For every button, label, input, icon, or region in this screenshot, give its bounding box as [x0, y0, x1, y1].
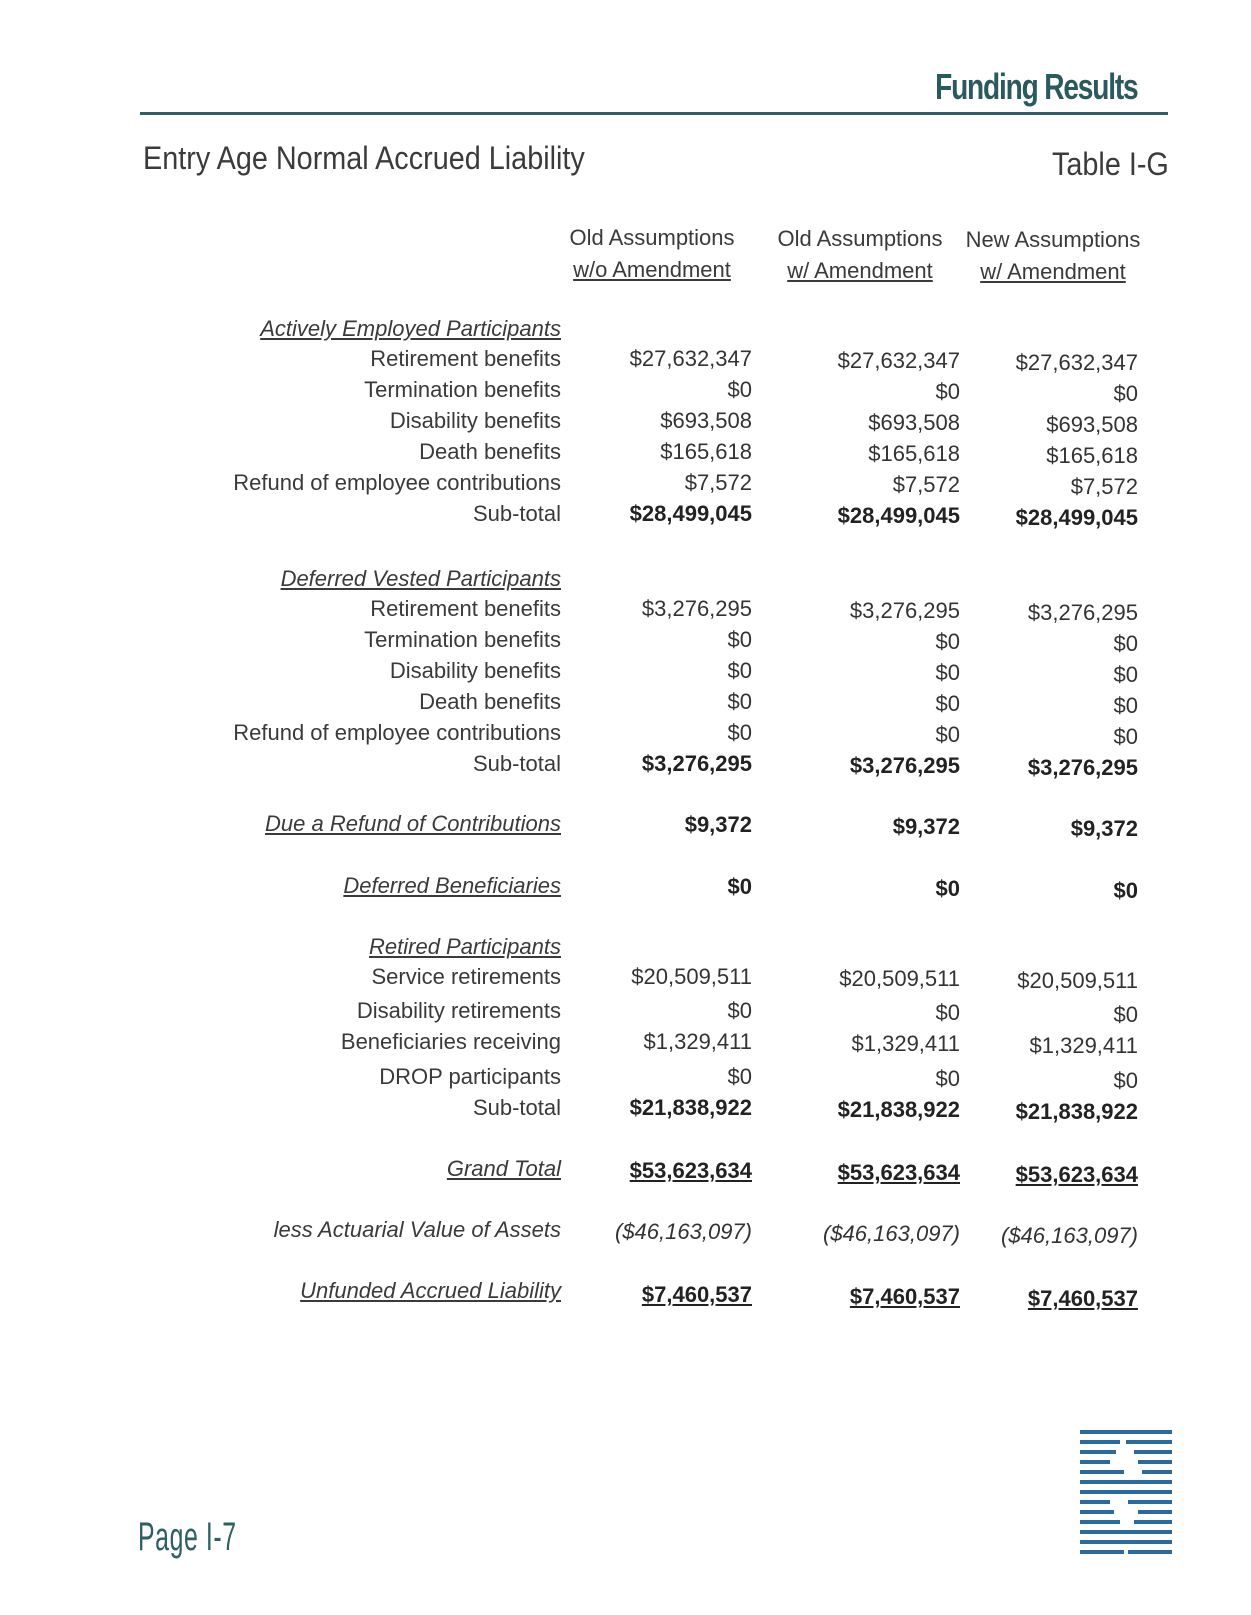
- active-subtotal-col2: $28,499,045: [837, 503, 960, 528]
- retired-row-label: Beneficiaries receiving: [340, 1029, 561, 1054]
- retired-row-value-col3: $20,509,511: [1017, 968, 1138, 993]
- active-row-value-col2: $27,632,347: [837, 348, 960, 373]
- grand-total-heading: Grand Total: [446, 1156, 561, 1181]
- deferred-row-value-col3: $3,276,295: [1027, 600, 1138, 625]
- refund-value-col3: $9,372: [1070, 816, 1138, 841]
- column-heading-3-line2: w/ Amendment: [980, 259, 1126, 284]
- deferred-row-value-col3: $0: [1113, 631, 1138, 656]
- deferred-row-value-col2: $0: [935, 722, 960, 747]
- active-heading: Actively Employed Participants: [260, 316, 561, 341]
- column-heading-3-line1: New Assumptions: [965, 227, 1141, 252]
- deferred-heading: Deferred Vested Participants: [280, 566, 561, 591]
- active-row-value-col1: $693,508: [660, 408, 752, 433]
- beneficiaries-value-col3: $0: [1113, 878, 1138, 903]
- retired-row-value-col2: $20,509,511: [839, 966, 960, 991]
- deferred-row-label: Disability benefits: [389, 658, 561, 683]
- unfunded-value-col3: $7,460,537: [1027, 1286, 1138, 1311]
- column-heading-1-line1: Old Assumptions: [569, 225, 735, 250]
- deferred-row-value-col3: $0: [1113, 662, 1138, 687]
- active-subtotal-col1: $28,499,045: [629, 501, 752, 526]
- active-row-value-col1: $27,632,347: [629, 346, 752, 371]
- retired-row-value-col2: $1,329,411: [851, 1031, 960, 1056]
- deferred-row-label: Refund of employee contributions: [233, 720, 561, 745]
- retired-heading: Retired Participants: [369, 934, 561, 959]
- assets-value-col2: ($46,163,097): [823, 1221, 960, 1246]
- column-heading-2-line2: w/ Amendment: [787, 258, 933, 283]
- page-number: Page I-7: [138, 1515, 237, 1559]
- deferred-row-value-col2: $0: [935, 660, 960, 685]
- deferred-row-value-col3: $0: [1113, 724, 1138, 749]
- retired-row-label: Service retirements: [371, 964, 561, 989]
- active-row-value-col3: $27,632,347: [1015, 350, 1138, 375]
- active-row-value-col3: $693,508: [1046, 412, 1138, 437]
- active-row-value-col2: $7,572: [892, 472, 960, 497]
- beneficiaries-value-col2: $0: [935, 876, 960, 901]
- deferred-row-value-col1: $0: [727, 689, 752, 714]
- active-row-value-col2: $165,618: [868, 441, 960, 466]
- retired-subtotal-col3: $21,838,922: [1015, 1099, 1138, 1124]
- column-heading-3: [963, 224, 1143, 288]
- retired-subtotal-label: Sub-total: [472, 1095, 561, 1120]
- column-heading-2-line1: Old Assumptions: [777, 226, 943, 251]
- active-subtotal-label: Sub-total: [472, 501, 561, 526]
- unfunded-heading: Unfunded Accrued Liability: [300, 1278, 561, 1303]
- retired-row-value-col2: $0: [935, 1066, 960, 1091]
- active-row-value-col1: $165,618: [660, 439, 752, 464]
- grand-total-value-col1: $53,623,634: [629, 1158, 752, 1183]
- deferred-row-value-col1: $0: [727, 658, 752, 683]
- deferred-row-value-col2: $0: [935, 629, 960, 654]
- column-heading-1-line2: w/o Amendment: [573, 257, 731, 282]
- deferred-row-value-col2: $3,276,295: [849, 598, 960, 623]
- deferred-row-value-col1: $3,276,295: [641, 596, 752, 621]
- grand-total-value-col2: $53,623,634: [837, 1160, 960, 1185]
- retired-row-label: Disability retirements: [356, 998, 561, 1023]
- table-id: Table I-G: [1052, 146, 1169, 182]
- document-title: Entry Age Normal Accrued Liability: [143, 140, 585, 176]
- active-row-value-col2: $0: [935, 379, 960, 404]
- active-row-value-col2: $693,508: [868, 410, 960, 435]
- active-row-value-col3: $165,618: [1046, 443, 1138, 468]
- active-subtotal-col3: $28,499,045: [1015, 505, 1138, 530]
- retired-subtotal-col1: $21,838,922: [629, 1095, 752, 1120]
- retired-row-value-col2: $0: [935, 1000, 960, 1025]
- retired-row-value-col3: $0: [1113, 1068, 1138, 1093]
- refund-value-col2: $9,372: [892, 814, 960, 839]
- active-row-value-col1: $7,572: [684, 470, 752, 495]
- active-row-label: Disability benefits: [389, 408, 561, 433]
- header-rule: [140, 112, 1168, 115]
- active-row-value-col3: $0: [1113, 381, 1138, 406]
- refund-value-col1: $9,372: [684, 812, 752, 837]
- deferred-row-value-col3: $0: [1113, 693, 1138, 718]
- deferred-subtotal-col2: $3,276,295: [849, 753, 960, 778]
- retired-row-value-col1: $20,509,511: [631, 964, 752, 989]
- column-heading-1: [562, 222, 742, 286]
- active-row-label: Termination benefits: [364, 377, 561, 402]
- deferred-subtotal-col1: $3,276,295: [641, 751, 752, 776]
- deferred-row-value-col1: $0: [727, 720, 752, 745]
- retired-subtotal-col2: $21,838,922: [837, 1097, 960, 1122]
- deferred-row-value-col1: $0: [727, 627, 752, 652]
- active-row-value-col3: $7,572: [1070, 474, 1138, 499]
- retired-row-value-col1: $1,329,411: [643, 1029, 752, 1054]
- active-row-label: Refund of employee contributions: [233, 470, 561, 495]
- beneficiaries-value-col1: $0: [727, 874, 752, 899]
- unfunded-value-col1: $7,460,537: [641, 1282, 752, 1307]
- unfunded-value-col2: $7,460,537: [849, 1284, 960, 1309]
- refund-heading: Due a Refund of Contributions: [265, 811, 561, 836]
- retired-row-value-col1: $0: [727, 998, 752, 1023]
- deferred-row-label: Termination benefits: [364, 627, 561, 652]
- retired-row-value-col3: $1,329,411: [1029, 1033, 1138, 1058]
- deferred-row-value-col2: $0: [935, 691, 960, 716]
- grand-total-value-col3: $53,623,634: [1015, 1162, 1138, 1187]
- column-heading-2: [770, 223, 950, 287]
- beneficiaries-heading: Deferred Beneficiaries: [343, 873, 561, 898]
- active-row-value-col1: $0: [727, 377, 752, 402]
- retired-row-value-col3: $0: [1113, 1002, 1138, 1027]
- retired-row-value-col1: $0: [727, 1064, 752, 1089]
- striped-s-logo-icon: [1078, 1430, 1172, 1560]
- deferred-row-label: Retirement benefits: [370, 596, 561, 621]
- section-title: Funding Results: [934, 66, 1137, 107]
- active-row-label: Death benefits: [419, 439, 561, 464]
- assets-heading: less Actuarial Value of Assets: [273, 1217, 561, 1242]
- deferred-subtotal-col3: $3,276,295: [1027, 755, 1138, 780]
- assets-value-col3: ($46,163,097): [1001, 1223, 1138, 1248]
- retired-row-label: DROP participants: [379, 1064, 561, 1089]
- deferred-subtotal-label: Sub-total: [472, 751, 561, 776]
- active-row-label: Retirement benefits: [370, 346, 561, 371]
- assets-value-col1: ($46,163,097): [615, 1219, 752, 1244]
- deferred-row-label: Death benefits: [419, 689, 561, 714]
